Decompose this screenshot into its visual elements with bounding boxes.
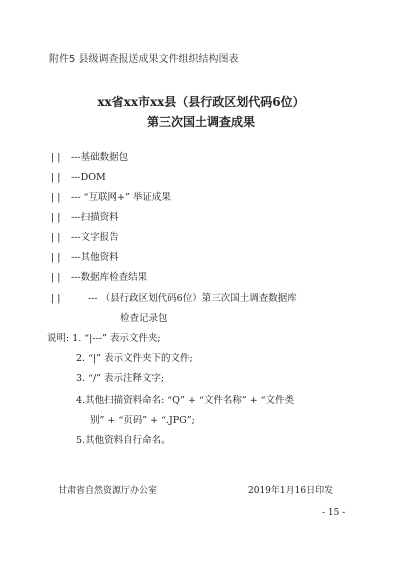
- tree-item: [51, 153, 128, 163]
- tree-item: [51, 213, 119, 223]
- tree-item: [51, 294, 297, 304]
- note-3: 3. “/” 表示注释文字;: [76, 373, 165, 384]
- note-5: 5.其他资料自行命名。: [76, 435, 171, 446]
- tree-bars: | |: [51, 272, 61, 283]
- tree-item: [120, 314, 168, 324]
- tree-label: ---扫描资料: [71, 212, 119, 223]
- tree-bars: | |: [51, 252, 61, 263]
- tree-bars: | |: [51, 152, 61, 163]
- note-1: 说明: 1. “|---” 表示文件夹;: [47, 333, 161, 344]
- tree-label: ---文字报告: [71, 232, 119, 243]
- tree-label: --- “互联网+” 举证成果: [71, 192, 171, 203]
- title-line-1: xx省xx市xx县（县行政区划代码6位）: [97, 95, 305, 109]
- title-line-2: 第三次国土调查成果: [146, 115, 255, 129]
- note-4-line-2: 别” + “页码” + “.JPG”;: [90, 415, 195, 426]
- issue-date: 2019年1月16日印发: [248, 486, 334, 496]
- tree-label: ---基础数据包: [71, 152, 129, 163]
- tree-item: [51, 253, 119, 263]
- tree-bars: | |: [51, 212, 61, 223]
- tree-label: --- （县行政区划代码6位）第三次国土调查数据库: [88, 293, 297, 304]
- note-4-line-1: 4.其他扫描资料命名: “Q” + “文件名称” + “文件类: [76, 395, 295, 406]
- issuer: 甘肃省自然资源厅办公室: [58, 486, 158, 496]
- tree-bars: | |: [51, 232, 61, 243]
- page-number: - 15 -: [322, 508, 346, 518]
- attachment-header: 附件5 县级调查报送成果文件组织结构图表: [49, 54, 239, 65]
- tree-label: ---DOM: [71, 172, 106, 183]
- tree-label: ---数据库检查结果: [71, 272, 148, 283]
- tree-label: 检查记录包: [120, 313, 168, 324]
- tree-item: [51, 173, 106, 183]
- tree-label: ---其他资料: [71, 252, 119, 263]
- tree-bars: | |: [51, 172, 61, 183]
- note-2: 2. “|” 表示文件夹下的文件;: [76, 353, 193, 364]
- tree-item: [51, 233, 119, 243]
- tree-item: [51, 273, 147, 283]
- tree-bars: | |: [51, 293, 61, 304]
- tree-bars: | |: [51, 192, 61, 203]
- tree-item: [51, 193, 171, 203]
